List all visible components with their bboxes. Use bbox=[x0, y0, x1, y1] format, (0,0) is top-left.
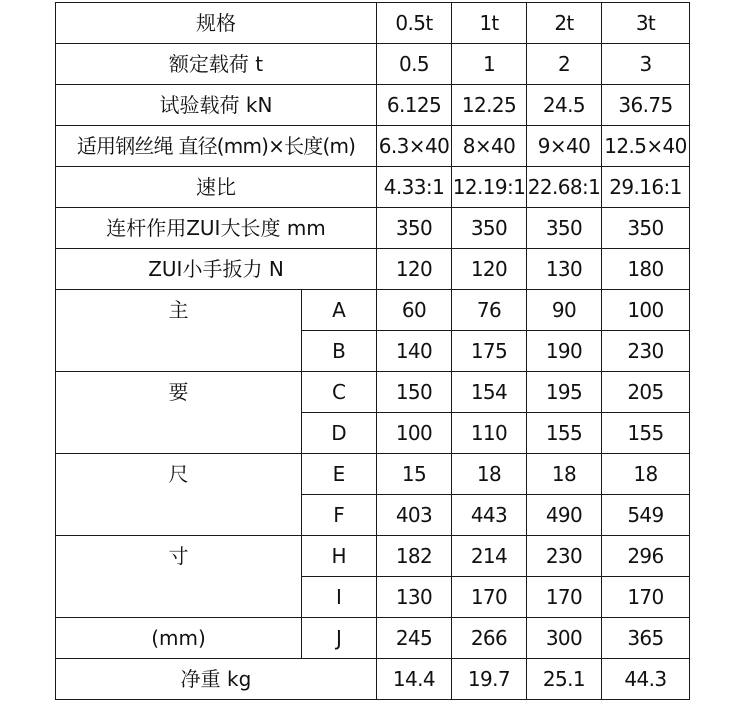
cell-value: 60 bbox=[377, 290, 452, 331]
cell-value: 12.19:1 bbox=[452, 167, 527, 208]
dimension-row bbox=[56, 536, 690, 577]
dimension-row bbox=[56, 618, 690, 659]
cell-value: 245 bbox=[377, 618, 452, 659]
model-header: 0.5t bbox=[377, 3, 452, 44]
cell-value: 29.16:1 bbox=[602, 167, 690, 208]
cell-value: 296 bbox=[602, 536, 690, 577]
cell-value: 230 bbox=[602, 331, 690, 372]
cell-value: 22.68:1 bbox=[527, 167, 602, 208]
cell-value: 170 bbox=[602, 577, 690, 618]
cell-value: 490 bbox=[527, 495, 602, 536]
cell-value: 403 bbox=[377, 495, 452, 536]
dimension-row bbox=[56, 577, 690, 618]
table-row bbox=[56, 208, 690, 249]
cell-value: 2 bbox=[527, 44, 602, 85]
cell-value: 350 bbox=[602, 208, 690, 249]
dimension-code: C bbox=[302, 372, 377, 413]
cell-value: 120 bbox=[377, 249, 452, 290]
cell-value: 140 bbox=[377, 331, 452, 372]
row-label: ZUI小手扳力 N bbox=[56, 249, 377, 290]
dimension-group-spacer bbox=[56, 331, 302, 372]
cell-value: 12.5×40 bbox=[602, 126, 690, 167]
header-row bbox=[56, 3, 690, 44]
dimension-group-spacer bbox=[56, 577, 302, 618]
model-header: 2t bbox=[527, 3, 602, 44]
dimension-group-label: 要 bbox=[56, 372, 302, 413]
dimension-row bbox=[56, 413, 690, 454]
cell-value: 18 bbox=[602, 454, 690, 495]
table-row bbox=[56, 44, 690, 85]
table-row bbox=[56, 659, 690, 700]
cell-value: 18 bbox=[527, 454, 602, 495]
cell-value: 130 bbox=[527, 249, 602, 290]
dimension-code: H bbox=[302, 536, 377, 577]
cell-value: 19.7 bbox=[452, 659, 527, 700]
dimension-row bbox=[56, 290, 690, 331]
row-label: 速比 bbox=[56, 167, 377, 208]
cell-value: 6.3×40 bbox=[377, 126, 452, 167]
cell-value: 1 bbox=[452, 44, 527, 85]
table-row bbox=[56, 85, 690, 126]
dimension-row bbox=[56, 372, 690, 413]
dimension-code: B bbox=[302, 331, 377, 372]
cell-value: 120 bbox=[452, 249, 527, 290]
row-label: 净重 kg bbox=[56, 659, 377, 700]
cell-value: 180 bbox=[602, 249, 690, 290]
cell-value: 90 bbox=[527, 290, 602, 331]
dimension-row bbox=[56, 495, 690, 536]
cell-value: 8×40 bbox=[452, 126, 527, 167]
dimension-unit-label: (mm) bbox=[56, 618, 302, 659]
row-label: 适用钢丝绳 直径(mm)×长度(m) bbox=[56, 126, 377, 167]
dimension-group-label: 主 bbox=[56, 290, 302, 331]
cell-value: 190 bbox=[527, 331, 602, 372]
cell-value: 230 bbox=[527, 536, 602, 577]
cell-value: 100 bbox=[602, 290, 690, 331]
dimension-code: E bbox=[302, 454, 377, 495]
cell-value: 25.1 bbox=[527, 659, 602, 700]
dimension-code: J bbox=[302, 618, 377, 659]
cell-value: 170 bbox=[527, 577, 602, 618]
cell-value: 9×40 bbox=[527, 126, 602, 167]
cell-value: 195 bbox=[527, 372, 602, 413]
dimension-code: F bbox=[302, 495, 377, 536]
cell-value: 155 bbox=[527, 413, 602, 454]
cell-value: 266 bbox=[452, 618, 527, 659]
row-label: 试验载荷 kN bbox=[56, 85, 377, 126]
dimension-row bbox=[56, 454, 690, 495]
row-label: 额定载荷 t bbox=[56, 44, 377, 85]
cell-value: 0.5 bbox=[377, 44, 452, 85]
cell-value: 14.4 bbox=[377, 659, 452, 700]
dimension-group-label: 寸 bbox=[56, 536, 302, 577]
spec-table bbox=[55, 2, 690, 700]
cell-value: 365 bbox=[602, 618, 690, 659]
row-label: 连杆作用ZUI大长度 mm bbox=[56, 208, 377, 249]
cell-value: 300 bbox=[527, 618, 602, 659]
cell-value: 214 bbox=[452, 536, 527, 577]
table-row bbox=[56, 249, 690, 290]
cell-value: 549 bbox=[602, 495, 690, 536]
table-row bbox=[56, 167, 690, 208]
cell-value: 182 bbox=[377, 536, 452, 577]
cell-value: 155 bbox=[602, 413, 690, 454]
cell-value: 15 bbox=[377, 454, 452, 495]
cell-value: 4.33:1 bbox=[377, 167, 452, 208]
dimension-group-spacer bbox=[56, 495, 302, 536]
cell-value: 100 bbox=[377, 413, 452, 454]
dimension-row bbox=[56, 331, 690, 372]
cell-value: 170 bbox=[452, 577, 527, 618]
table-row bbox=[56, 126, 690, 167]
model-header: 3t bbox=[602, 3, 690, 44]
cell-value: 205 bbox=[602, 372, 690, 413]
spec-header-label: 规格 bbox=[56, 3, 377, 44]
dimension-code: A bbox=[302, 290, 377, 331]
cell-value: 6.125 bbox=[377, 85, 452, 126]
model-header: 1t bbox=[452, 3, 527, 44]
cell-value: 3 bbox=[602, 44, 690, 85]
cell-value: 150 bbox=[377, 372, 452, 413]
dimension-group-spacer bbox=[56, 413, 302, 454]
cell-value: 24.5 bbox=[527, 85, 602, 126]
cell-value: 443 bbox=[452, 495, 527, 536]
cell-value: 350 bbox=[527, 208, 602, 249]
cell-value: 12.25 bbox=[452, 85, 527, 126]
dimension-code: D bbox=[302, 413, 377, 454]
dimension-code: I bbox=[302, 577, 377, 618]
cell-value: 36.75 bbox=[602, 85, 690, 126]
dimension-group-label: 尺 bbox=[56, 454, 302, 495]
cell-value: 44.3 bbox=[602, 659, 690, 700]
cell-value: 154 bbox=[452, 372, 527, 413]
cell-value: 110 bbox=[452, 413, 527, 454]
cell-value: 18 bbox=[452, 454, 527, 495]
cell-value: 175 bbox=[452, 331, 527, 372]
cell-value: 350 bbox=[452, 208, 527, 249]
cell-value: 76 bbox=[452, 290, 527, 331]
cell-value: 350 bbox=[377, 208, 452, 249]
cell-value: 130 bbox=[377, 577, 452, 618]
